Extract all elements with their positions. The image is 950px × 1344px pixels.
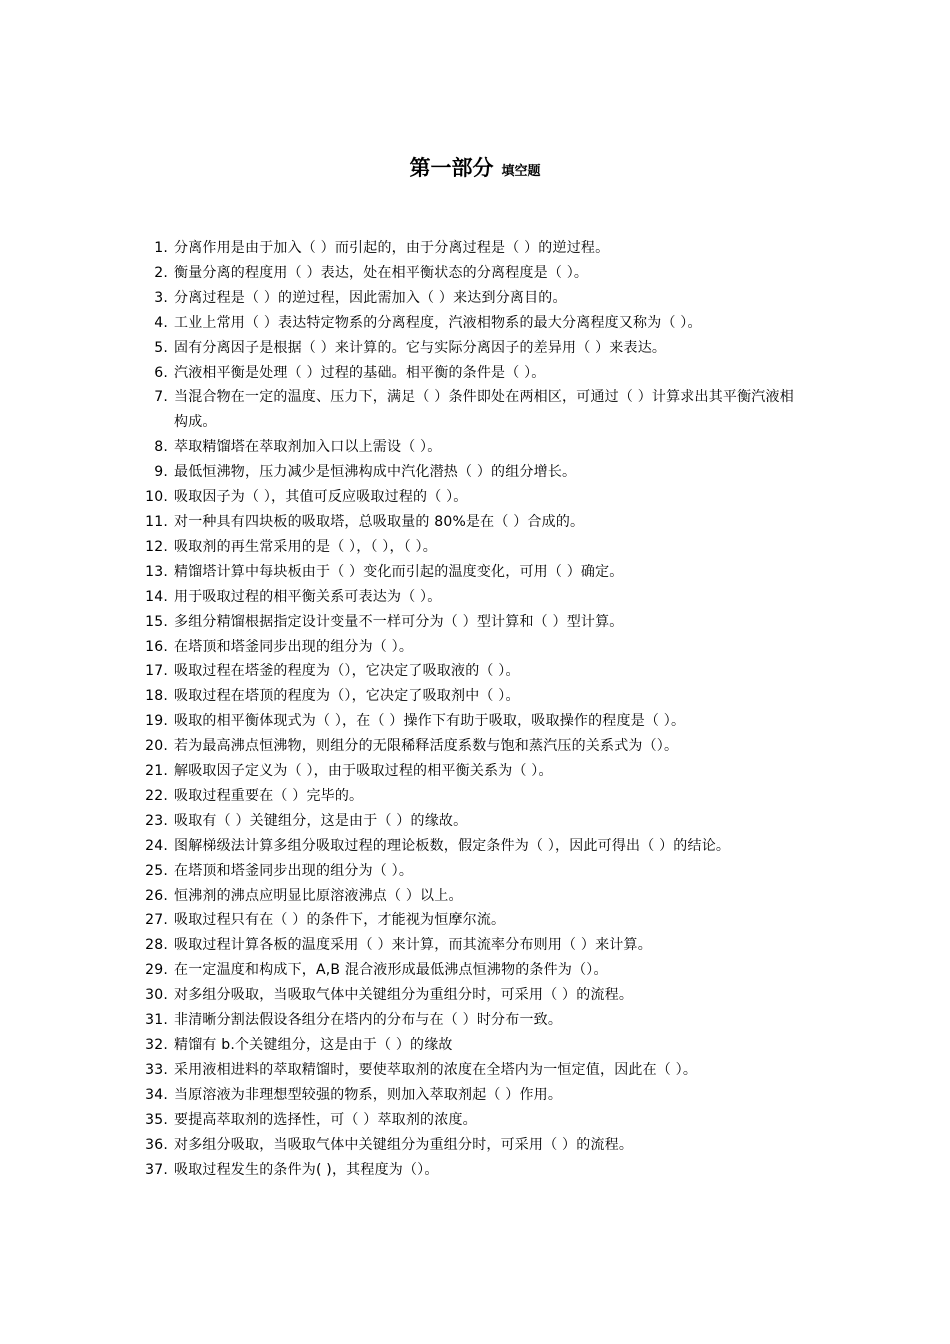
- question-text: 对多组分吸取，当吸取气体中关键组分为重组分时，可采用（ ）的流程。: [174, 987, 634, 1004]
- question-text: 吸取过程在塔釜的程度为（），它决定了吸取液的（ ）。: [174, 663, 520, 680]
- question-text: 要提高萃取剂的选择性，可（ ）萃取剂的浓度。: [174, 1111, 477, 1128]
- question-list: [138, 236, 798, 1182]
- question-item: [138, 933, 798, 958]
- question-item: [138, 1108, 798, 1133]
- question-number: 3.: [154, 289, 168, 306]
- question-number: 4.: [154, 314, 168, 331]
- question-item: [138, 535, 798, 560]
- question-number: 17.: [145, 663, 168, 680]
- question-item: [138, 286, 798, 311]
- question-item: [138, 1033, 798, 1058]
- question-number: 18.: [145, 688, 168, 705]
- question-item: [138, 734, 798, 759]
- question-number: 11.: [145, 513, 168, 530]
- question-text: 吸取剂的再生常采用的是（ ），（ ），（ ）。: [174, 538, 437, 555]
- question-number: 9.: [154, 464, 168, 481]
- question-text: 衡量分离的程度用（ ）表达，处在相平衡状态的分离程度是（ ）。: [174, 264, 589, 281]
- question-item: [138, 983, 798, 1008]
- question-text: 采用液相进料的萃取精馏时，要使萃取剂的浓度在全塔内为一恒定值，因此在（ ）。: [174, 1061, 698, 1078]
- question-item: [138, 908, 798, 933]
- question-number: 23.: [145, 812, 168, 829]
- question-text: 解吸取因子定义为（ ），由于吸取过程的相平衡关系为（ ）。: [174, 763, 553, 780]
- question-number: 12.: [145, 538, 168, 555]
- question-text: 用于吸取过程的相平衡关系可表达为（ ）。: [174, 588, 442, 605]
- question-item: [138, 1158, 798, 1183]
- question-text: 对一种具有四块板的吸取塔，总吸取量的 80%是在（ ）合成的。: [174, 513, 585, 530]
- question-item: [138, 261, 798, 286]
- question-number: 6.: [154, 364, 168, 381]
- question-item: [138, 958, 798, 983]
- question-text: 吸取过程发生的条件为( )，其程度为（）。: [174, 1161, 439, 1178]
- question-number: 1.: [154, 240, 168, 256]
- question-text: 分离作用是由于加入（ ）而引起的，由于分离过程是（ ）的逆过程。: [174, 240, 610, 256]
- question-number: 24.: [145, 837, 168, 854]
- question-number: 7.: [154, 389, 168, 406]
- question-text: 固有分离因子是根据（ ）来计算的。它与实际分离因子的差异用（ ）来表达。: [174, 339, 667, 356]
- question-number: 16.: [145, 638, 168, 655]
- question-number: 34.: [145, 1086, 168, 1103]
- question-text: 吸取过程重要在（ ）完毕的。: [174, 787, 364, 804]
- question-number: 37.: [145, 1161, 168, 1178]
- question-number: 13.: [145, 563, 168, 580]
- question-item: [138, 1133, 798, 1158]
- question-item: [138, 859, 798, 884]
- question-item: [138, 385, 798, 435]
- question-text: 在一定温度和构成下，A,B 混合液形成最低沸点恒沸物的条件为（）。: [174, 962, 608, 979]
- question-text: 分离过程是（ ）的逆过程，因此需加入（ ）来达到分离目的。: [174, 289, 567, 306]
- question-number: 2.: [154, 264, 168, 281]
- question-number: 33.: [145, 1061, 168, 1078]
- question-number: 29.: [145, 962, 168, 979]
- question-text: 吸取有（ ）关键组分，这是由于（ ）的缘故。: [174, 812, 468, 829]
- question-number: 36.: [145, 1136, 168, 1153]
- question-item: [138, 610, 798, 635]
- question-text: 在塔顶和塔釜同步出现的组分为（ ）。: [174, 862, 414, 879]
- question-item: [138, 1058, 798, 1083]
- question-number: 14.: [145, 588, 168, 605]
- question-item: [138, 460, 798, 485]
- question-text: 吸取过程计算各板的温度采用（ ）来计算，而其流率分布则用（ ）来计算。: [174, 937, 652, 954]
- section-title-sub: 填空题: [501, 164, 541, 179]
- question-number: 21.: [145, 763, 168, 780]
- question-item: [138, 510, 798, 535]
- question-text: 若为最高沸点恒沸物，则组分的无限稀释活度系数与饱和蒸汽压的关系式为（）。: [174, 738, 679, 755]
- question-item: [138, 435, 798, 460]
- question-number: 26.: [145, 887, 168, 904]
- question-item: [138, 884, 798, 909]
- question-text: 吸取的相平衡体现式为（ ），在（ ）操作下有助于吸取，吸取操作的程度是（ ）。: [174, 713, 686, 730]
- question-number: 10.: [145, 489, 168, 506]
- question-text: 最低恒沸物，压力减少是恒沸构成中汽化潜热（ ）的组分增长。: [174, 464, 577, 481]
- question-item: [138, 759, 798, 784]
- question-item: [138, 336, 798, 361]
- question-text: 吸取过程在塔顶的程度为（），它决定了吸取剂中（ ）。: [174, 688, 520, 705]
- section-title: [0, 152, 950, 182]
- question-number: 19.: [145, 713, 168, 730]
- question-text: 在塔顶和塔釜同步出现的组分为（ ）。: [174, 638, 414, 655]
- question-number: 8.: [154, 439, 168, 456]
- question-text: 图解梯级法计算多组分吸取过程的理论板数，假定条件为（ ），因此可得出（ ）的结论。: [174, 837, 731, 854]
- question-text: 萃取精馏塔在萃取剂加入口以上需设（ ）。: [174, 439, 442, 456]
- question-number: 32.: [145, 1037, 168, 1053]
- question-number: 5.: [154, 339, 168, 356]
- question-text: 当混合物在一定的温度、压力下，满足（ ）条件即处在两相区，可通过（ ）计算求出其平衡汽液相构成。: [174, 389, 794, 431]
- question-text: 恒沸剂的沸点应明显比原溶液沸点（ ）以上。: [174, 887, 463, 904]
- question-item: [138, 1083, 798, 1108]
- question-text: 吸取因子为（ ），其值可反应吸取过程的（ ）。: [174, 489, 468, 506]
- question-item: [138, 684, 798, 709]
- question-number: 22.: [145, 787, 168, 804]
- question-item: [138, 485, 798, 510]
- question-text: 工业上常用（ ）表达特定物系的分离程度，汽液相物系的最大分离程度又称为（ ）。: [174, 314, 702, 331]
- question-text: 汽液相平衡是处理（ ）过程的基础。相平衡的条件是（ ）。: [174, 364, 546, 381]
- question-item: [138, 784, 798, 809]
- question-number: 30.: [145, 987, 168, 1004]
- question-number: 20.: [145, 738, 168, 755]
- question-number: 35.: [145, 1111, 168, 1128]
- question-number: 15.: [145, 613, 168, 630]
- question-item: [138, 311, 798, 336]
- question-item: [138, 834, 798, 859]
- question-number: 31.: [145, 1012, 168, 1029]
- question-number: 27.: [145, 912, 168, 929]
- question-text: 吸取过程只有在（ ）的条件下，才能视为恒摩尔流。: [174, 912, 506, 929]
- question-item: [138, 236, 798, 261]
- question-item: [138, 659, 798, 684]
- question-item: [138, 1008, 798, 1033]
- section-title-main: 第一部分: [409, 156, 494, 180]
- question-text: 当原溶液为非理想型较强的物系，则加入萃取剂起（ ）作用。: [174, 1086, 563, 1103]
- question-item: [138, 709, 798, 734]
- question-text: 精馏塔计算中每块板由于（ ）变化而引起的温度变化，可用（ ）确定。: [174, 563, 624, 580]
- question-text: 对多组分吸取，当吸取气体中关键组分为重组分时，可采用（ ）的流程。: [174, 1136, 634, 1153]
- question-item: [138, 560, 798, 585]
- question-text: 精馏有 b.个关键组分，这是由于（ ）的缘故: [174, 1037, 453, 1053]
- question-text: 非清晰分割法假设各组分在塔内的分布与在（ ）时分布一致。: [174, 1012, 563, 1029]
- question-item: [138, 635, 798, 660]
- question-text: 多组分精馏根据指定设计变量不一样可分为（ ）型计算和（ ）型计算。: [174, 613, 624, 630]
- question-item: [138, 809, 798, 834]
- question-item: [138, 585, 798, 610]
- question-number: 25.: [145, 862, 168, 879]
- question-number: 28.: [145, 937, 168, 954]
- question-item: [138, 361, 798, 386]
